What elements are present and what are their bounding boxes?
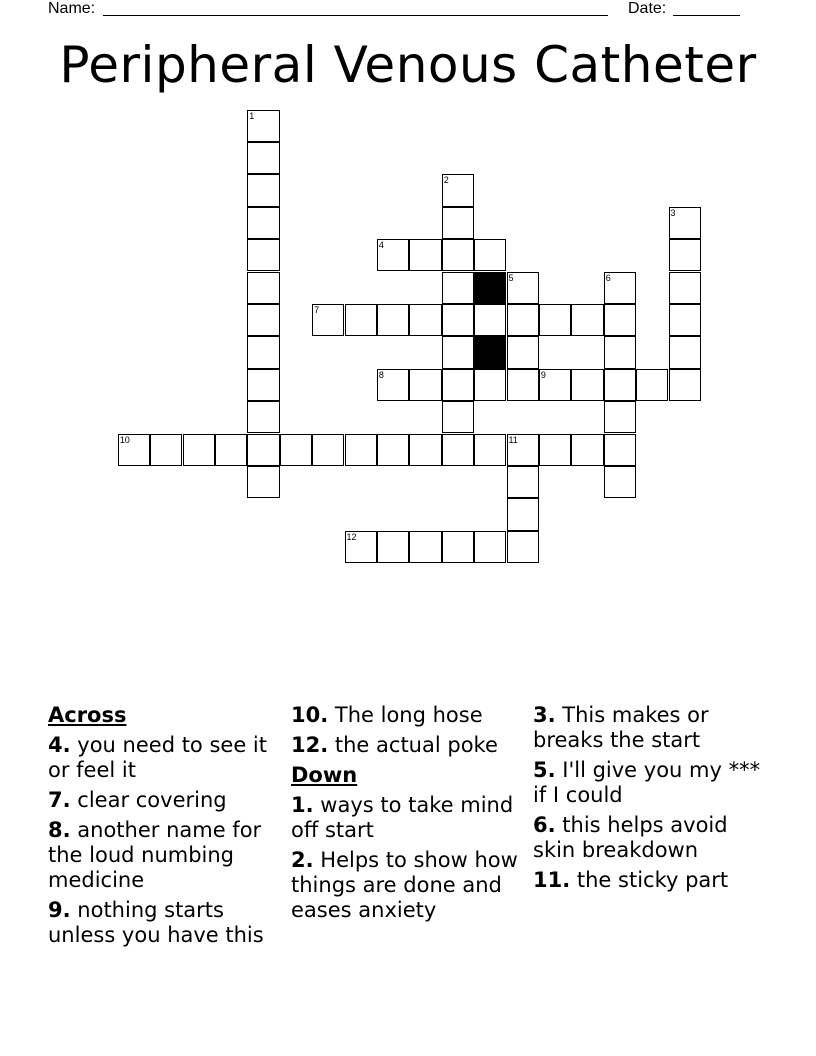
grid-cell[interactable] [474, 239, 506, 271]
clue-down-11 [533, 868, 773, 893]
clue-across-8 [48, 818, 288, 893]
grid-cell[interactable] [247, 142, 279, 174]
grid-cell[interactable] [247, 369, 279, 401]
grid-cell[interactable] [669, 304, 701, 336]
clue-number: 7. [48, 788, 71, 812]
grid-cell[interactable] [507, 498, 539, 530]
grid-cell[interactable] [604, 272, 636, 304]
clue-text: you need to see it or feel it [48, 733, 267, 782]
clue-text: another name for the loud numbing medicine [48, 818, 262, 892]
clue-text: the sticky part [576, 868, 729, 892]
grid-cell[interactable] [571, 369, 603, 401]
grid-cell[interactable] [571, 304, 603, 336]
clue-text: This makes or breaks the start [533, 703, 709, 752]
grid-cell[interactable] [183, 434, 215, 466]
grid-cell[interactable] [247, 401, 279, 433]
grid-cell[interactable] [669, 272, 701, 304]
grid-cell[interactable] [604, 369, 636, 401]
grid-cell[interactable] [442, 304, 474, 336]
grid-cell[interactable] [507, 369, 539, 401]
clue-down-5 [533, 758, 773, 808]
grid-cell[interactable] [118, 434, 150, 466]
clue-number: 6. [533, 813, 556, 837]
grid-cell[interactable] [669, 207, 701, 239]
clue-text: nothing starts unless you have this [48, 898, 264, 947]
grid-cell[interactable] [604, 466, 636, 498]
clue-number-label: 12 [346, 531, 357, 542]
clue-across-4 [48, 733, 288, 783]
clue-number: 2. [291, 848, 314, 872]
grid-cell[interactable] [636, 369, 668, 401]
grid-cell[interactable] [409, 531, 441, 563]
grid-cell[interactable] [215, 434, 247, 466]
grid-cell[interactable] [247, 239, 279, 271]
grid-cell[interactable] [377, 239, 409, 271]
clue-number-label: 5 [508, 272, 514, 283]
grid-cell-black [474, 336, 506, 368]
clue-text: the actual poke [334, 733, 498, 757]
clue-number-label: 4 [378, 240, 384, 251]
grid-cell[interactable] [507, 272, 539, 304]
grid-cell[interactable] [247, 466, 279, 498]
clue-number-label: 6 [605, 272, 611, 283]
grid-cell[interactable] [442, 401, 474, 433]
across-heading: Across [48, 703, 127, 727]
grid-cell[interactable] [507, 336, 539, 368]
grid-cell[interactable] [150, 434, 182, 466]
clue-number: 5. [533, 758, 556, 782]
grid-cell[interactable] [474, 531, 506, 563]
clue-text: ways to take mind off start [291, 793, 514, 842]
grid-cell[interactable] [507, 434, 539, 466]
clue-number-label: 10 [119, 434, 130, 445]
clue-down-1 [291, 793, 531, 843]
grid-cell[interactable] [409, 434, 441, 466]
date-label: Date: [628, 0, 667, 17]
grid-cell[interactable] [442, 239, 474, 271]
clue-text: The long hose [334, 703, 483, 727]
grid-cell[interactable] [345, 531, 377, 563]
grid-cell[interactable] [442, 369, 474, 401]
clue-down-2 [291, 848, 531, 923]
clue-number: 11. [533, 868, 571, 892]
clue-number: 8. [48, 818, 71, 842]
clue-down-6 [533, 813, 773, 863]
clue-across-9 [48, 898, 288, 948]
grid-cell[interactable] [247, 304, 279, 336]
name-label: Name: [48, 0, 96, 17]
down-heading: Down [291, 763, 358, 787]
grid-cell[interactable] [280, 434, 312, 466]
clue-text: clear covering [77, 788, 227, 812]
grid-cell[interactable] [571, 434, 603, 466]
clue-number: 1. [291, 793, 314, 817]
grid-cell[interactable] [247, 272, 279, 304]
grid-cell[interactable] [604, 434, 636, 466]
clue-number-label: 11 [508, 434, 518, 445]
grid-cell[interactable] [669, 336, 701, 368]
grid-cell[interactable] [442, 434, 474, 466]
clue-number-label: 9 [540, 369, 546, 380]
grid-cell[interactable] [247, 110, 279, 142]
grid-cell[interactable] [377, 531, 409, 563]
clue-number-label: 7 [314, 304, 320, 315]
clue-text: Helps to show how things are done and eases anxiety [291, 848, 518, 922]
grid-cell[interactable] [442, 174, 474, 206]
grid-cell[interactable] [345, 434, 377, 466]
grid-cell[interactable] [474, 304, 506, 336]
grid-cell[interactable] [409, 239, 441, 271]
clue-across-12 [291, 733, 531, 758]
grid-cell[interactable] [247, 207, 279, 239]
clue-number-label: 2 [443, 175, 449, 186]
grid-cell[interactable] [474, 369, 506, 401]
grid-cell[interactable] [377, 369, 409, 401]
grid-cell[interactable] [604, 304, 636, 336]
grid-cell[interactable] [247, 434, 279, 466]
grid-cell[interactable] [345, 304, 377, 336]
grid-cell[interactable] [377, 434, 409, 466]
grid-cell[interactable] [474, 434, 506, 466]
grid-cell-black [474, 272, 506, 304]
grid-cell[interactable] [247, 336, 279, 368]
clue-text: this helps avoid skin breakdown [533, 813, 728, 862]
grid-cell[interactable] [247, 174, 279, 206]
grid-cell[interactable] [442, 207, 474, 239]
grid-cell[interactable] [604, 401, 636, 433]
grid-cell[interactable] [442, 272, 474, 304]
grid-cell[interactable] [507, 531, 539, 563]
grid-cell[interactable] [604, 336, 636, 368]
grid-cell[interactable] [507, 466, 539, 498]
clue-across-7 [48, 788, 288, 813]
grid-cell[interactable] [539, 369, 571, 401]
clue-number-label: 1 [249, 110, 255, 121]
grid-cell[interactable] [442, 336, 474, 368]
grid-cell[interactable] [312, 304, 344, 336]
clue-number: 4. [48, 733, 71, 757]
grid-cell[interactable] [312, 434, 344, 466]
grid-cell[interactable] [377, 304, 409, 336]
clue-down-3 [533, 703, 773, 753]
clue-text: I'll give you my *** if I could [533, 758, 761, 807]
clue-number-label: 8 [378, 369, 384, 380]
page-title: Peripheral Venous Catheter [59, 36, 757, 94]
grid-cell[interactable] [409, 369, 441, 401]
clue-column-2 [291, 703, 531, 928]
clue-number: 3. [533, 703, 556, 727]
clue-across-10 [291, 703, 531, 728]
clue-number: 9. [48, 898, 71, 922]
grid-cell[interactable] [539, 434, 571, 466]
clue-number: 12. [291, 733, 329, 757]
grid-cell[interactable] [669, 239, 701, 271]
clue-column-1 [48, 703, 288, 953]
grid-cell[interactable] [539, 304, 571, 336]
clue-column-3 [533, 703, 773, 898]
clue-number-label: 3 [670, 207, 676, 218]
grid-cell[interactable] [409, 304, 441, 336]
grid-cell[interactable] [669, 369, 701, 401]
grid-cell[interactable] [507, 304, 539, 336]
clue-number: 10. [291, 703, 329, 727]
grid-cell[interactable] [442, 531, 474, 563]
